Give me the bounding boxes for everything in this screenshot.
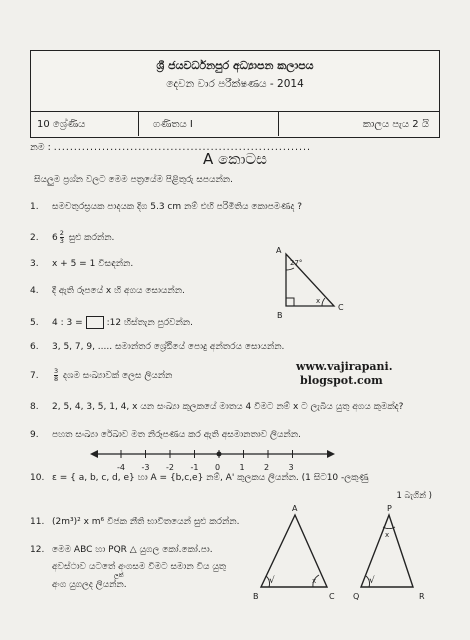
tick-label: -2 [166,463,174,472]
tick-label: 1 [239,463,245,472]
tick-label: -4 [117,463,125,472]
header-info-row [31,111,439,136]
question-10: 10. ε = { a, b, c, d, e} හා A = {b,c,e} නම්, A' කුලකය ලියන්න. (1 සිට10 -ලකුණු [30,473,369,483]
grade-cell: 10 ශ්‍රේණිය [31,112,139,136]
part-title: A කොටස [203,150,267,168]
school-name: ශ්‍රී ජයවර්ධනපුර අධ්‍යාපන කලාපය [156,59,314,72]
question-4: 4. දී ඇති රූපයේ x හි අගය සොයන්න. [30,286,185,296]
question-5: 5. 4 : 3 = :12 හිස්තැන පුරවන්න. [30,318,193,328]
time-cell: කාලය පැය 2 යි [362,118,429,130]
question-3: 3. x + 5 = 1 විසඳන්න. [30,259,134,269]
question-6: 6. 3, 5, 7, 9, ..... සමාන්තර ශ්‍රේඪියේ පොදු අන්තරය සොයන්න. [30,342,285,352]
watermark-line-2: blogspot.com [300,374,383,387]
check-mark: √ [369,576,375,586]
subject-cell: ගණිතය I [139,112,279,136]
vertex-c: C [338,303,344,312]
question-8: 8. 2, 5, 4, 3, 5, 1, 4, x යන සංඛ්‍යා කුලකයේ මාතය 4 විමට නම් x ට ලැබිය යුතු අගය කුමක්ද? [30,402,404,412]
question-2: 2. $6 \frac{2}{3}$ සුළු කරන්න. [30,229,115,245]
tick-label: 0 [215,463,221,472]
vertex-c: C [329,592,335,601]
vertex-b: B [253,592,259,601]
q12-line-2: අවස්ථාව යටතේ අංගසම විමට සමාන විය යුතු [52,562,227,572]
triangle-pqr [355,505,435,601]
tick-label: 3 [288,463,294,472]
triangle-abc [255,505,345,601]
watermark-line-1: www.vajirapani. [296,360,393,373]
q12-small: ලක් [114,572,124,579]
question-12: 12. මෙම ABC හා PQR △ යුගල කෝ.කෝ.පා. [30,545,213,555]
tick-label: -1 [190,463,199,472]
point-marker [217,452,222,457]
name-label: නම : [30,142,51,153]
check-mark: √ [269,576,275,586]
vertex-p: P [387,504,392,513]
name-dots: ................................................................ [53,142,312,153]
angle-x: x [316,297,321,305]
vertex-r: R [419,592,425,601]
tick-label: -3 [141,463,150,472]
fraction: $\frac{2}{3}$ [59,229,64,245]
question-11: 11. (2m³)² x m⁶ වීජක නීති භාවිතයෙන් සුළු කරන්න. [30,517,240,527]
question-7: 7. $\frac{3}{8}$ දශම සංඛ්‍යාවක් ලෙස ලියන්න [30,367,173,383]
fraction: $\frac{3}{8}$ [54,367,59,383]
tick-label: 2 [264,463,270,472]
blank-box[interactable] [86,316,104,329]
vertex-a: A [276,246,282,255]
q10-note: 1 බැගින් ) [396,491,432,501]
angle-27: 27° [290,259,303,267]
triangle-q4 [272,244,362,324]
instructions: සියලුම ප්‍රශ්න වලට මෙම පත්‍රයේම පිළිතුරු සපයන්න. [34,175,233,185]
angle-x: x [385,531,390,539]
vertex-b: B [277,311,283,320]
q12-line-3: අංග යුගලද ලියන්න. [52,580,127,590]
question-1: 1. සමචතුරස්‍රයක පාදයක දිග 5.3 cm නම් එහි පරිමිතිය කොපමණද ? [30,202,303,212]
vertex-a: A [292,504,298,513]
vertex-q: Q [353,592,360,601]
number-line [95,440,335,474]
exam-header [30,50,440,138]
question-9: 9. පහත සංඛ්‍යා රේඛාව මත නිරූපණය කර ඇති අසමානතාව ලියන්න. [30,430,301,440]
exam-title: දෙවන වාර පරීක්ෂණය - 2014 [166,78,304,90]
angle-x: x [312,577,317,585]
